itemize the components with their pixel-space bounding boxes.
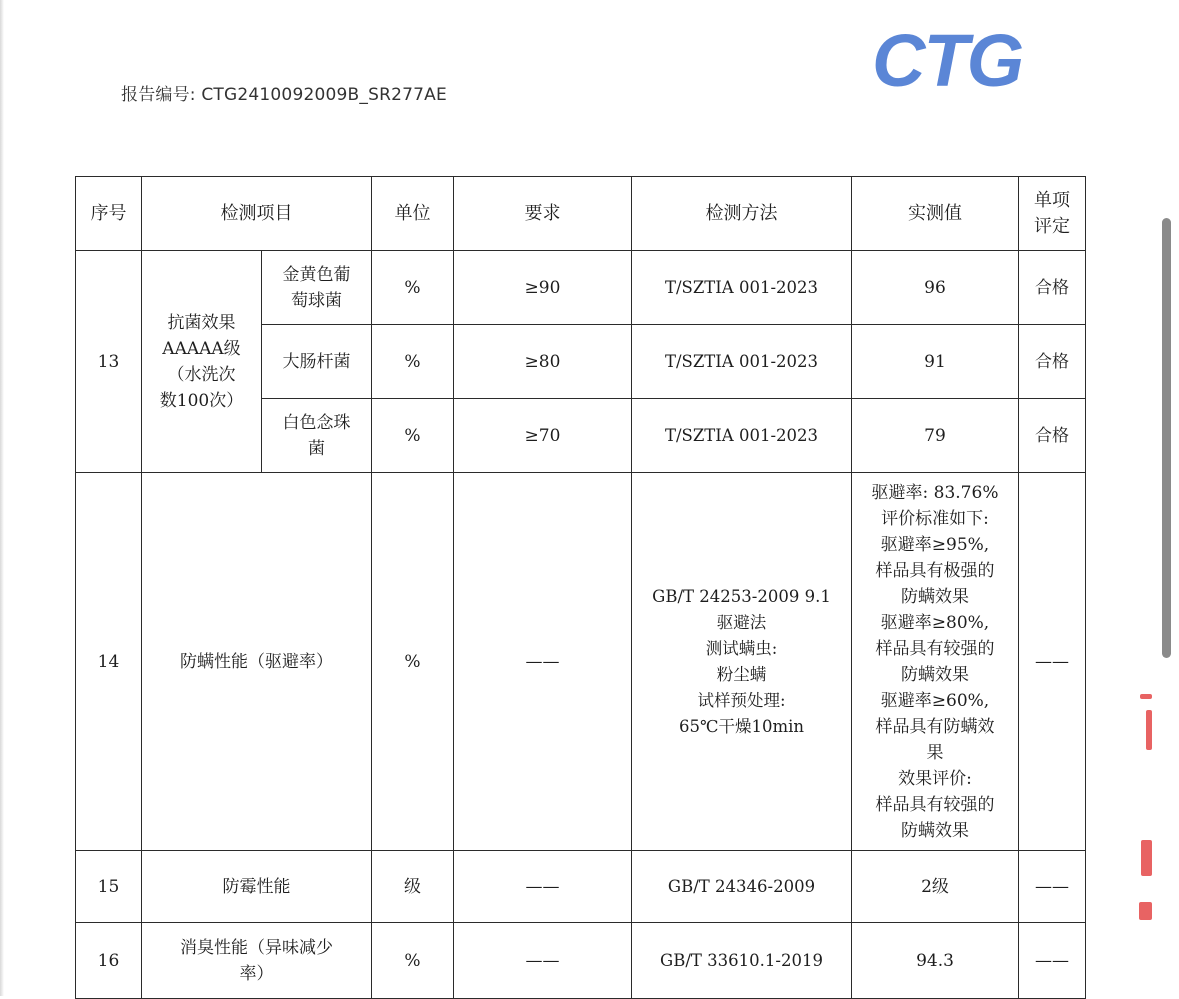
row13-method: T/SZTIA 001-2023 xyxy=(632,251,852,325)
row14-requirement: —— xyxy=(454,473,632,851)
row15-method: GB/T 24346-2009 xyxy=(632,851,852,923)
row15-requirement: —— xyxy=(454,851,632,923)
header-requirement: 要求 xyxy=(454,177,632,251)
table-row-13a xyxy=(76,251,1086,325)
stamp-fragment xyxy=(1141,840,1152,876)
logo-text: CTG xyxy=(872,22,1023,96)
row13-requirement: ≥70 xyxy=(454,399,632,473)
row14-measured xyxy=(852,473,1019,851)
sub-name-line: 金黄色葡 xyxy=(282,264,351,285)
header-item: 检测项目 xyxy=(142,177,372,251)
row14-seq: 14 xyxy=(76,473,142,851)
row15-item: 防霉性能 xyxy=(142,851,372,923)
row15-measured: 2级 xyxy=(852,851,1019,923)
sub-name-line: 白色念珠 xyxy=(282,412,351,433)
row13-sub-name xyxy=(262,251,372,325)
stamp-fragment xyxy=(1140,694,1152,699)
method-line: 测试螨虫: xyxy=(705,638,778,658)
row16-item-line: 消臭性能（异味减少 xyxy=(180,937,333,958)
measured-line: 果 xyxy=(926,742,944,763)
measured-line: 防螨效果 xyxy=(901,820,969,841)
row15-seq: 15 xyxy=(76,851,142,923)
method-line: 粉尘螨 xyxy=(716,664,767,684)
table-row-15 xyxy=(76,851,1086,923)
row13-verdict: 合格 xyxy=(1019,325,1086,399)
row13-method: T/SZTIA 001-2023 xyxy=(632,325,852,399)
row14-unit: % xyxy=(372,473,454,851)
row13-measured: 91 xyxy=(852,325,1019,399)
header-verdict-line: 评定 xyxy=(1034,215,1070,237)
method-line: 驱避法 xyxy=(716,612,767,632)
row13-requirement: ≥90 xyxy=(454,251,632,325)
measured-line: 防螨效果 xyxy=(901,586,969,607)
row13-measured: 96 xyxy=(852,251,1019,325)
row13-group-line: AAAAA级 xyxy=(162,338,241,359)
header-verdict-line: 单项 xyxy=(1034,189,1070,211)
method-line: 65℃干燥10min xyxy=(679,716,804,736)
measured-line: 效果评价: xyxy=(898,768,972,789)
row13-unit: % xyxy=(372,399,454,473)
stamp-fragment xyxy=(1146,710,1152,750)
method-line: 试样预处理: xyxy=(697,690,786,710)
measured-line: 驱避率≥60%, xyxy=(880,690,990,711)
header-method: 检测方法 xyxy=(632,177,852,251)
row16-method: GB/T 33610.1-2019 xyxy=(632,923,852,999)
row13-unit: % xyxy=(372,325,454,399)
table-row-16 xyxy=(76,923,1086,999)
ctg-logo-icon xyxy=(868,22,1052,96)
row13-verdict: 合格 xyxy=(1019,251,1086,325)
method-line: GB/T 24253-2009 9.1 xyxy=(652,586,831,606)
measured-line: 驱避率≥80%, xyxy=(880,612,990,633)
row16-verdict: —— xyxy=(1019,923,1086,999)
measured-line: 评价标准如下: xyxy=(881,508,989,529)
header-verdict xyxy=(1019,177,1086,251)
measured-line: 驱避率: 83.76% xyxy=(871,482,999,503)
row16-seq: 16 xyxy=(76,923,142,999)
header-unit: 单位 xyxy=(372,177,454,251)
row13-sub-name: 大肠杆菌 xyxy=(262,325,372,399)
row15-unit: 级 xyxy=(372,851,454,923)
row13-verdict: 合格 xyxy=(1019,399,1086,473)
row14-method xyxy=(632,473,852,851)
measured-line: 样品具有极强的 xyxy=(875,560,995,581)
row13-sub-name xyxy=(262,399,372,473)
table-row-14 xyxy=(76,473,1086,851)
row13-group xyxy=(142,251,262,473)
sub-name-line: 菌 xyxy=(308,438,325,459)
header-seq: 序号 xyxy=(76,177,142,251)
row15-verdict: —— xyxy=(1019,851,1086,923)
row13-requirement: ≥80 xyxy=(454,325,632,399)
ctg-logo xyxy=(868,22,1052,96)
header-measured: 实测值 xyxy=(852,177,1019,251)
row13-measured: 79 xyxy=(852,399,1019,473)
measured-line: 样品具有较强的 xyxy=(875,638,995,659)
row16-measured: 94.3 xyxy=(852,923,1019,999)
sub-name-line: 萄球菌 xyxy=(291,290,342,311)
row13-unit: % xyxy=(372,251,454,325)
table-header-row xyxy=(76,177,1086,251)
row14-verdict: —— xyxy=(1019,473,1086,851)
measured-line: 防螨效果 xyxy=(901,664,969,685)
row16-unit: % xyxy=(372,923,454,999)
row14-item: 防螨性能（驱避率） xyxy=(142,473,372,851)
scrollbar-thumb[interactable] xyxy=(1162,218,1171,658)
row13-seq: 13 xyxy=(76,251,142,473)
page-edge-shadow xyxy=(0,0,4,996)
row13-group-line: 抗菌效果 xyxy=(167,312,236,333)
measured-line: 样品具有较强的 xyxy=(875,794,995,815)
measured-line: 样品具有防螨效 xyxy=(875,716,995,737)
row16-requirement: —— xyxy=(454,923,632,999)
row13-method: T/SZTIA 001-2023 xyxy=(632,399,852,473)
row13-group-line: 数100次） xyxy=(159,390,244,411)
row16-item xyxy=(142,923,372,999)
row13-group-line: （水洗次 xyxy=(167,364,236,385)
row16-item-line: 率） xyxy=(239,963,274,984)
stamp-fragment xyxy=(1139,902,1152,920)
measured-line: 驱避率≥95%, xyxy=(880,534,990,555)
report-number: 报告编号: CTG2410092009B_SR277AE xyxy=(121,85,447,105)
results-table xyxy=(75,176,1086,999)
